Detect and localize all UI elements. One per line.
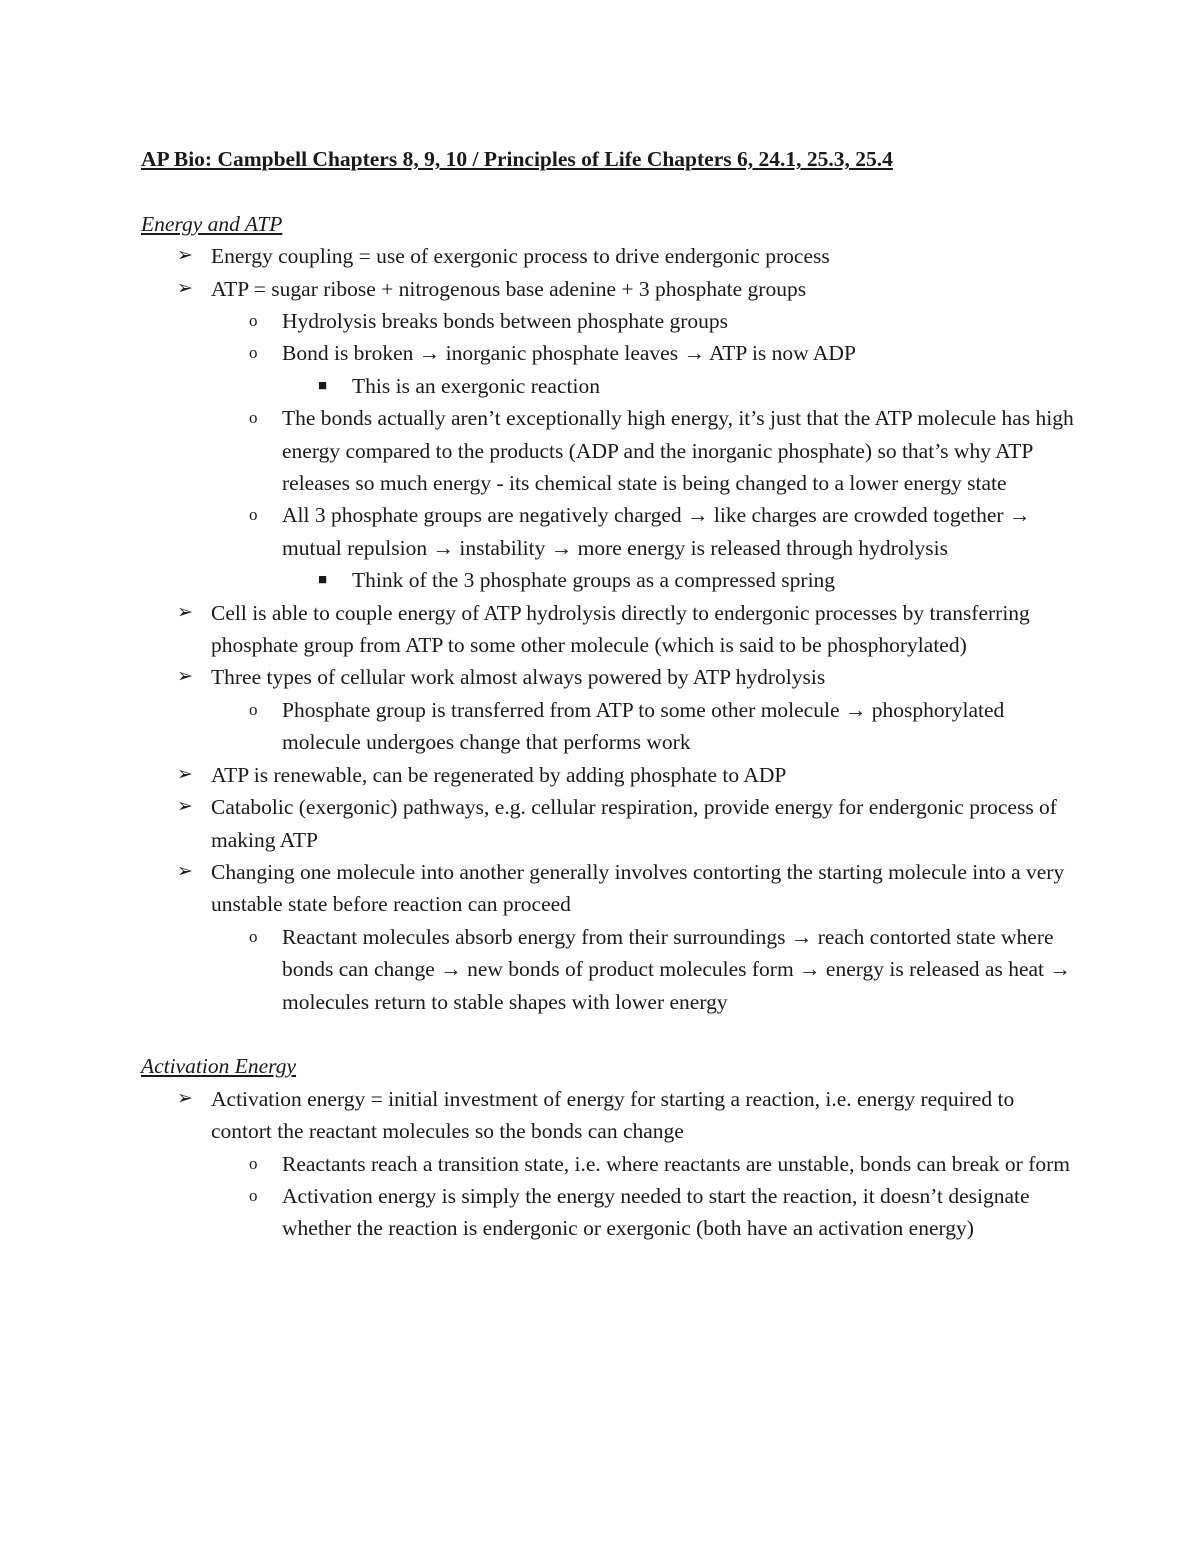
list-item <box>141 791 1080 856</box>
circle-bullet-icon: o <box>249 1153 258 1173</box>
list-item <box>141 759 1080 791</box>
circle-bullet-icon: o <box>249 699 258 719</box>
square-bullet-icon: ■ <box>318 377 328 394</box>
square-bullet-icon: ■ <box>318 572 328 589</box>
circle-bullet-icon: o <box>249 311 258 331</box>
list-item <box>141 1083 1080 1148</box>
section-heading: Activation Energy <box>141 1054 297 1079</box>
circle-bullet-icon: o <box>249 343 258 363</box>
list-item <box>141 273 1080 305</box>
list-item <box>141 337 1080 369</box>
circle-bullet-icon: o <box>249 505 258 525</box>
list-item-text: Bond is broken → inorganic phosphate leaves → ATP is now ADP <box>282 341 856 366</box>
list-item-text: Changing one molecule into another generally involves contorting the starting molecule into a very unstable state before reaction can proceed <box>211 859 1065 917</box>
list-item <box>141 694 1080 759</box>
list-item-text: All 3 phosphate groups are negatively charged → like charges are crowded together → mutual repulsion → instability → more energy is released through hydrolysis <box>282 503 1031 560</box>
spacer <box>141 175 1080 207</box>
list-item-text: ATP = sugar ribose + nitrogenous base adenine + 3 phosphate groups <box>211 276 807 301</box>
list-item <box>141 370 1080 402</box>
notes-body <box>141 208 1080 1245</box>
list-item <box>141 597 1080 662</box>
arrow-bullet-icon: ➢ <box>177 601 193 623</box>
list-item <box>141 305 1080 337</box>
document-title: AP Bio: Campbell Chapters 8, 9, 10 / Principles of Life Chapters 6, 24.1, 25.3, 25.4 <box>141 147 893 171</box>
list-item <box>141 921 1080 1018</box>
list-item-text: Phosphate group is transferred from ATP to some other molecule → phosphorylated molecule undergoes change that performs work <box>282 697 1005 755</box>
list-item <box>141 1180 1080 1245</box>
circle-bullet-icon: o <box>249 1185 258 1205</box>
list-item <box>141 402 1080 499</box>
list-item-text: The bonds actually aren’t exceptionally high energy, it’s just that the ATP molecule has high energy compared to the products (ADP and the inorganic phosphate) so that’s why ATP releases so much energy - its chemical state is being changed to a lower energy state <box>282 406 1074 496</box>
list-item <box>141 661 1080 693</box>
list-item-text: This is an exergonic reaction <box>352 373 600 398</box>
arrow-bullet-icon: ➢ <box>177 1087 193 1109</box>
list-item-text: ATP is renewable, can be regenerated by adding phosphate to ADP <box>211 762 787 787</box>
circle-bullet-icon: o <box>249 926 258 946</box>
list-item <box>141 240 1080 272</box>
list-item-text: Cell is able to couple energy of ATP hydrolysis directly to endergonic processes by transferring phosphate group from ATP to some other molecule (which is said to be phosphorylated) <box>211 600 1030 658</box>
list-item <box>141 564 1080 596</box>
list-item-text: Activation energy = initial investment of energy for starting a reaction, i.e. energy required to contort the reactant molecules so the bonds can change <box>211 1086 1015 1144</box>
arrow-bullet-icon: ➢ <box>177 796 193 818</box>
arrow-bullet-icon: ➢ <box>177 666 193 688</box>
list-item <box>141 1148 1080 1180</box>
list-item <box>141 856 1080 921</box>
list-item-text: Reactant molecules absorb energy from their surroundings → reach contorted state where bonds can change → new bonds of product molecules form → energy is released as heat → molecules return to stable shapes with lower energy <box>282 924 1071 1014</box>
list-item-text: Energy coupling = use of exergonic process to drive endergonic process <box>211 244 830 269</box>
list-item <box>141 499 1080 564</box>
section-spacer <box>141 1018 1080 1050</box>
arrow-bullet-icon: ➢ <box>177 763 193 785</box>
circle-bullet-icon: o <box>249 408 258 428</box>
list-item-text: Think of the 3 phosphate groups as a compressed spring <box>352 568 836 593</box>
list-item-text: Activation energy is simply the energy needed to start the reaction, it doesn’t designate whether the reaction is endergonic or exergonic (both have an activation energy) <box>282 1183 1030 1241</box>
section-heading: Energy and ATP <box>141 211 283 236</box>
list-item-text: Reactants reach a transition state, i.e. where reactants are unstable, bonds can break or form <box>282 1151 1070 1176</box>
list-item-text: Hydrolysis breaks bonds between phosphate groups <box>282 309 729 334</box>
arrow-bullet-icon: ➢ <box>177 277 193 299</box>
list-item-text: Catabolic (exergonic) pathways, e.g. cellular respiration, provide energy for endergonic process of making ATP <box>211 795 1057 852</box>
arrow-bullet-icon: ➢ <box>177 860 193 882</box>
arrow-bullet-icon: ➢ <box>177 245 193 267</box>
list-item-text: Three types of cellular work almost always powered by ATP hydrolysis <box>211 665 826 690</box>
